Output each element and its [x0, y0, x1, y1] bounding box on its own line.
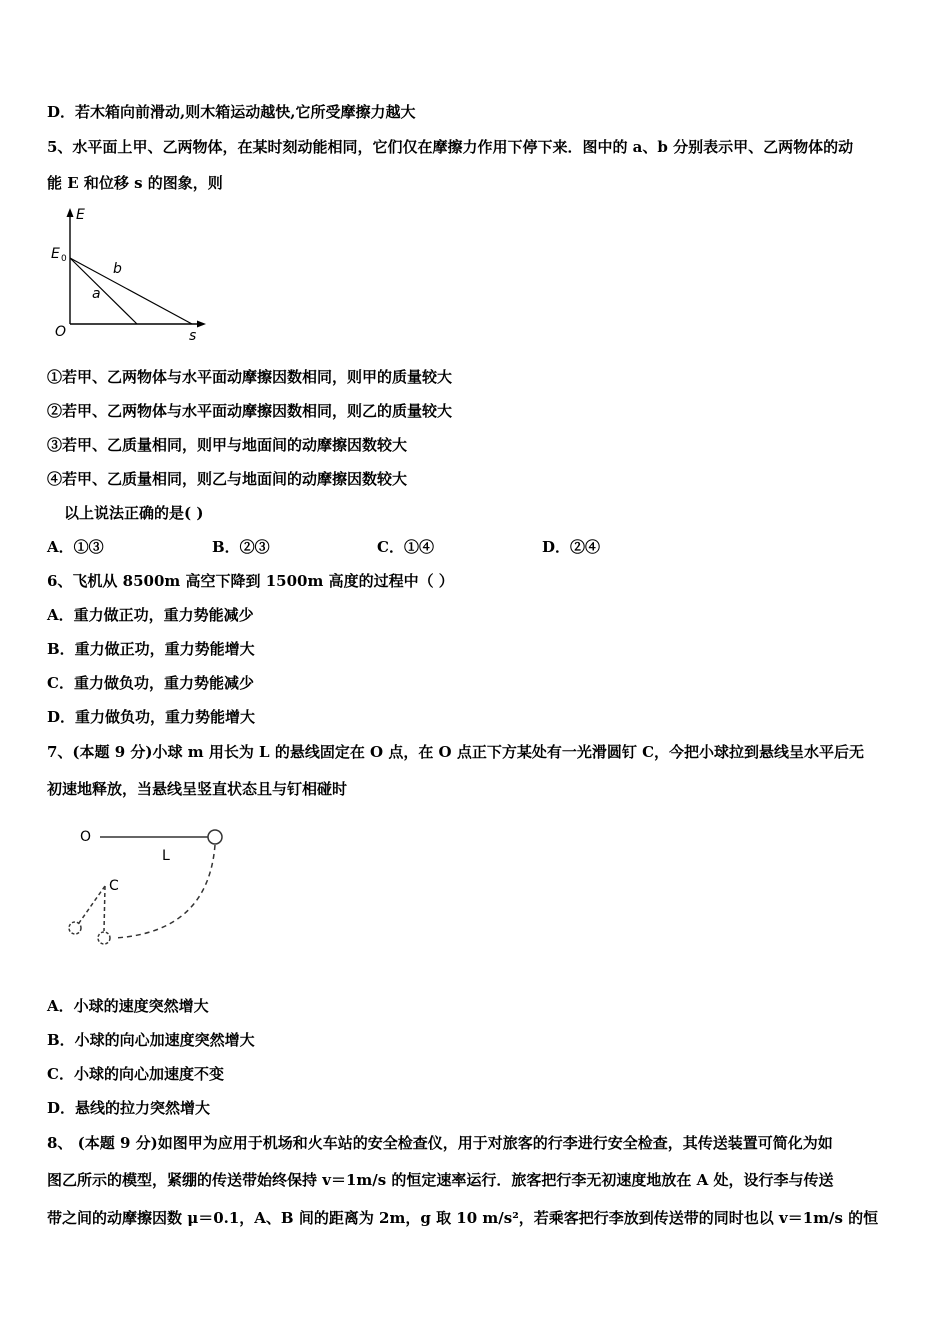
q5-statement-3: ③若甲、乙质量相同，则甲与地面间的动摩擦因数较大: [47, 436, 408, 454]
q6-text: 6、飞机从 8500m 高空下降到 1500m 高度的过程中（ ）: [47, 572, 454, 590]
q5-statement-4: ④若甲、乙质量相同，则乙与地面间的动摩擦因数较大: [47, 470, 408, 488]
q7-text-line2: 初速地释放，当悬线呈竖直状态且与钉相碰时: [47, 780, 348, 798]
line-b: [70, 258, 192, 324]
q6-option-c: C．重力做负功，重力势能减少: [47, 674, 254, 692]
q7-text-line1: 7、(本题 9 分)小球 m 用长为 L 的悬线固定在 O 点，在 O 点正下方某处有一光滑圆钉 C，今把小球拉到悬线呈水平后无: [47, 743, 865, 761]
q5-statement-1: ①若甲、乙两物体与水平面动摩擦因数相同，则甲的质量较大: [47, 368, 453, 386]
energy-displacement-graph: [45, 200, 215, 345]
line-b-label: b: [113, 261, 122, 277]
q5-option-d: D．②④: [542, 538, 601, 556]
e-axis-label: E: [76, 207, 85, 223]
q5-options: [47, 537, 747, 557]
q6-option-a: A．重力做正功，重力势能减少: [47, 606, 254, 624]
q8-text-line2: 图乙所示的模型，紧绷的传送带始终保持 v＝1m/s 的恒定速率运行．旅客把行李无初速度地放在 A 处，设行李与传送: [47, 1171, 834, 1189]
q5-option-b: B．②③: [212, 538, 270, 556]
q8-text-line1: 8、 (本题 9 分)如图甲为应用于机场和火车站的安全检查仪，用于对旅客的行李进行安全检查，其传送装置可简化为如: [47, 1134, 833, 1152]
q4-option-d: D．若木箱向前滑动,则木箱运动越快,它所受摩擦力越大: [47, 103, 416, 121]
q7-option-c: C．小球的向心加速度不变: [47, 1065, 224, 1083]
s-axis-arrow: [197, 321, 206, 328]
q7-option-a: A．小球的速度突然增大: [47, 997, 209, 1015]
point-o-label: O: [80, 829, 92, 845]
q5-statement-2: ②若甲、乙两物体与水平面动摩擦因数相同，则乙的质量较大: [47, 402, 453, 420]
q5-prompt: 以上说法正确的是( ): [64, 504, 204, 522]
e-axis-arrow: [67, 208, 74, 217]
e0-label: E: [51, 246, 60, 262]
peg-c-label: C: [109, 878, 119, 894]
q5-option-a: A．①③: [47, 538, 104, 556]
line-a-label: a: [92, 286, 101, 302]
origin-label: O: [55, 324, 67, 340]
ball-start: [208, 830, 222, 844]
line-a: [70, 258, 137, 324]
q5-option-c: C．①④: [377, 538, 434, 556]
e0-subscript: 0: [61, 254, 67, 264]
ball-bottom: [98, 932, 110, 944]
string-swing-side: [79, 886, 105, 923]
q6-option-d: D．重力做负功，重力势能增大: [47, 708, 256, 726]
q5-text-line2: 能 E 和位移 s 的图象，则: [47, 174, 223, 192]
string-below-peg: [104, 886, 105, 931]
q6-option-b: B．重力做正功，重力势能增大: [47, 640, 255, 658]
q7-option-b: B．小球的向心加速度突然增大: [47, 1031, 255, 1049]
q8-text-line3: 带之间的动摩擦因数 μ＝0.1，A、B 间的距离为 2m，g 取 10 m/s²，若乘客把行李放到传送带的同时也以 v＝1m/s 的恒: [47, 1209, 879, 1227]
ball-side: [69, 922, 81, 934]
pendulum-diagram: [60, 820, 240, 950]
s-axis-label: s: [189, 328, 197, 344]
q5-text-line1: 5、水平面上甲、乙两物体，在某时刻动能相同，它们仅在摩擦力作用下停下来．图中的 a、b 分别表示甲、乙两物体的动: [47, 138, 854, 156]
length-l-label: L: [162, 848, 170, 864]
q7-option-d: D．悬线的拉力突然增大: [47, 1099, 211, 1117]
